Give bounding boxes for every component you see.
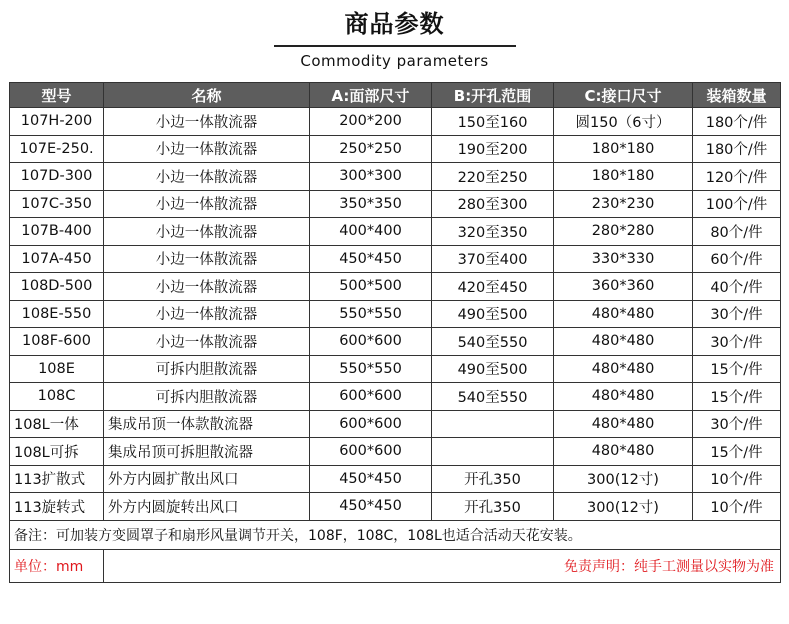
cell-model: 108L一体 — [10, 410, 104, 438]
cell-packing-qty: 15个/件 — [693, 355, 781, 383]
cell-name: 外方内圆旋转出风口 — [104, 493, 310, 521]
cell-face-size: 400*400 — [310, 218, 432, 246]
table-header-row — [10, 83, 781, 108]
table-row — [10, 218, 781, 246]
cell-face-size: 350*350 — [310, 190, 432, 218]
cell-connector-size: 230*230 — [554, 190, 693, 218]
cell-opening-range: 540至550 — [432, 328, 554, 356]
footer-row — [10, 549, 781, 582]
cell-name: 集成吊顶可拆胆散流器 — [104, 438, 310, 466]
cell-opening-range: 开孔350 — [432, 465, 554, 493]
cell-opening-range: 320至350 — [432, 218, 554, 246]
table-row — [10, 328, 781, 356]
cell-packing-qty: 30个/件 — [693, 328, 781, 356]
cell-packing-qty: 40个/件 — [693, 273, 781, 301]
table-row — [10, 190, 781, 218]
cell-face-size: 300*300 — [310, 163, 432, 191]
cell-face-size: 550*550 — [310, 355, 432, 383]
cell-model: 107D-300 — [10, 163, 104, 191]
cell-model: 108D-500 — [10, 273, 104, 301]
cell-model: 107B-400 — [10, 218, 104, 246]
table-row — [10, 273, 781, 301]
cell-name: 小边一体散流器 — [104, 163, 310, 191]
cell-packing-qty: 30个/件 — [693, 410, 781, 438]
cell-connector-size: 圆150（6寸） — [554, 108, 693, 136]
cell-opening-range — [432, 438, 554, 466]
cell-opening-range: 220至250 — [432, 163, 554, 191]
table-row — [10, 410, 781, 438]
cell-connector-size: 280*280 — [554, 218, 693, 246]
cell-name: 小边一体散流器 — [104, 218, 310, 246]
cell-model: 108L可拆 — [10, 438, 104, 466]
cell-name: 小边一体散流器 — [104, 328, 310, 356]
table-row — [10, 438, 781, 466]
cell-connector-size: 480*480 — [554, 383, 693, 411]
cell-model: 108C — [10, 383, 104, 411]
cell-packing-qty: 30个/件 — [693, 300, 781, 328]
table-row — [10, 108, 781, 136]
cell-packing-qty: 10个/件 — [693, 465, 781, 493]
cell-connector-size: 330*330 — [554, 245, 693, 273]
cell-packing-qty: 15个/件 — [693, 438, 781, 466]
cell-model: 113旋转式 — [10, 493, 104, 521]
cell-connector-size: 480*480 — [554, 328, 693, 356]
cell-face-size: 600*600 — [310, 410, 432, 438]
cell-opening-range: 190至200 — [432, 135, 554, 163]
cell-model: 108F-600 — [10, 328, 104, 356]
cell-name: 小边一体散流器 — [104, 245, 310, 273]
column-header-connector-size: C:接口尺寸 — [554, 83, 693, 108]
page-title: 商品参数 — [344, 10, 445, 38]
cell-name: 小边一体散流器 — [104, 190, 310, 218]
cell-opening-range — [432, 410, 554, 438]
cell-connector-size: 480*480 — [554, 438, 693, 466]
cell-packing-qty: 15个/件 — [693, 383, 781, 411]
cell-model: 107E-250. — [10, 135, 104, 163]
cell-connector-size: 180*180 — [554, 163, 693, 191]
cell-packing-qty: 100个/件 — [693, 190, 781, 218]
column-header-opening-range: B:开孔范围 — [432, 83, 554, 108]
cell-name: 小边一体散流器 — [104, 108, 310, 136]
table-row — [10, 135, 781, 163]
unit-label: 单位：mm — [10, 549, 104, 582]
cell-face-size: 250*250 — [310, 135, 432, 163]
page-subtitle: Commodity parameters — [300, 52, 489, 70]
column-header-packing-qty: 装箱数量 — [693, 83, 781, 108]
cell-connector-size: 360*360 — [554, 273, 693, 301]
table-row — [10, 355, 781, 383]
cell-opening-range: 370至400 — [432, 245, 554, 273]
cell-model: 107A-450 — [10, 245, 104, 273]
cell-opening-range: 490至500 — [432, 355, 554, 383]
cell-connector-size: 180*180 — [554, 135, 693, 163]
cell-opening-range: 540至550 — [432, 383, 554, 411]
cell-face-size: 600*600 — [310, 383, 432, 411]
cell-packing-qty: 10个/件 — [693, 493, 781, 521]
column-header-name: 名称 — [104, 83, 310, 108]
column-header-face-size: A:面部尺寸 — [310, 83, 432, 108]
cell-connector-size: 480*480 — [554, 355, 693, 383]
cell-name: 外方内圆扩散出风口 — [104, 465, 310, 493]
cell-opening-range: 420至450 — [432, 273, 554, 301]
cell-packing-qty: 60个/件 — [693, 245, 781, 273]
cell-face-size: 600*600 — [310, 328, 432, 356]
cell-name: 小边一体散流器 — [104, 273, 310, 301]
cell-name: 小边一体散流器 — [104, 135, 310, 163]
cell-model: 108E-550 — [10, 300, 104, 328]
cell-packing-qty: 180个/件 — [693, 108, 781, 136]
title-divider — [274, 45, 516, 47]
disclaimer-text: 免责声明：纯手工测量以实物为准 — [104, 549, 781, 582]
table-row — [10, 163, 781, 191]
note-text: 备注：可加装方变圆罩子和扇形风量调节开关，108F，108C，108L也适合活动天花安装。 — [10, 520, 781, 549]
cell-name: 可拆内胆散流器 — [104, 355, 310, 383]
cell-face-size: 450*450 — [310, 493, 432, 521]
cell-connector-size: 300(12寸) — [554, 493, 693, 521]
table-row — [10, 245, 781, 273]
cell-model: 108E — [10, 355, 104, 383]
table-row — [10, 465, 781, 493]
cell-face-size: 450*450 — [310, 245, 432, 273]
cell-model: 107H-200 — [10, 108, 104, 136]
cell-packing-qty: 80个/件 — [693, 218, 781, 246]
cell-face-size: 450*450 — [310, 465, 432, 493]
cell-name: 集成吊顶一体款散流器 — [104, 410, 310, 438]
cell-name: 小边一体散流器 — [104, 300, 310, 328]
cell-opening-range: 490至500 — [432, 300, 554, 328]
cell-model: 107C-350 — [10, 190, 104, 218]
table-row — [10, 300, 781, 328]
note-row — [10, 520, 781, 549]
cell-packing-qty: 180个/件 — [693, 135, 781, 163]
cell-name: 可拆内胆散流器 — [104, 383, 310, 411]
cell-connector-size: 480*480 — [554, 410, 693, 438]
table-row — [10, 493, 781, 521]
column-header-model: 型号 — [10, 83, 104, 108]
cell-face-size: 550*550 — [310, 300, 432, 328]
cell-model: 113扩散式 — [10, 465, 104, 493]
cell-face-size: 500*500 — [310, 273, 432, 301]
cell-packing-qty: 120个/件 — [693, 163, 781, 191]
cell-opening-range: 150至160 — [432, 108, 554, 136]
table-row — [10, 383, 781, 411]
cell-face-size: 200*200 — [310, 108, 432, 136]
parameters-table — [9, 82, 781, 583]
cell-opening-range: 开孔350 — [432, 493, 554, 521]
cell-connector-size: 480*480 — [554, 300, 693, 328]
cell-face-size: 600*600 — [310, 438, 432, 466]
cell-connector-size: 300(12寸) — [554, 465, 693, 493]
cell-opening-range: 280至300 — [432, 190, 554, 218]
